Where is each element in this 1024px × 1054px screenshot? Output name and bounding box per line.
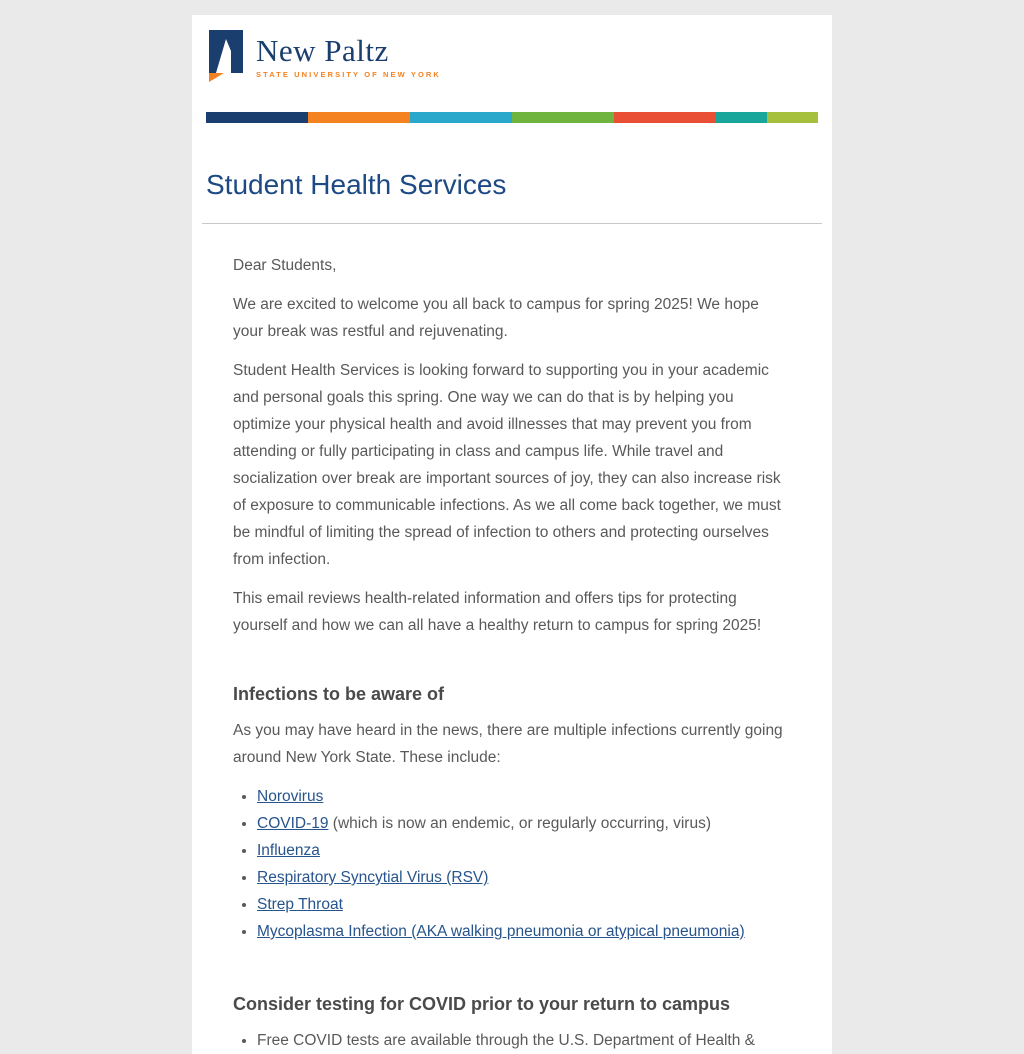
new-paltz-logo-icon[interactable]	[206, 30, 246, 82]
list-item	[257, 837, 791, 864]
stripe-segment	[410, 112, 512, 123]
greeting: Dear Students,	[233, 257, 337, 274]
brand-tagline: STATE UNIVERSITY OF NEW YORK	[256, 69, 441, 79]
stripe-segment	[512, 112, 614, 123]
logo-wordmark	[256, 34, 441, 79]
list-item	[257, 891, 791, 918]
influenza-link[interactable]: Influenza	[257, 842, 320, 859]
testing-list	[233, 1027, 791, 1054]
testing-heading: Consider testing for COVID prior to your return to campus	[233, 994, 731, 1014]
stripe-segment	[308, 112, 410, 123]
brand-stripe	[206, 112, 818, 123]
email-card	[192, 15, 832, 1054]
page-title: Student Health Services	[206, 169, 507, 200]
stripe-segment	[614, 112, 716, 123]
infections-intro: As you may have heard in the news, there are multiple infections currently going around New York State. These include:	[233, 722, 783, 766]
list-item	[257, 1027, 791, 1054]
header	[206, 30, 818, 82]
norovirus-link[interactable]: Norovirus	[257, 788, 324, 805]
list-item	[257, 810, 791, 837]
list-item	[257, 783, 791, 810]
brand-name: New Paltz	[256, 32, 389, 68]
rsv-link[interactable]: Respiratory Syncytial Virus (RSV)	[257, 869, 489, 886]
list-item-suffix: (which is now an endemic, or regularly occurring, virus)	[328, 815, 711, 832]
covid19-link[interactable]: COVID-19	[257, 815, 329, 832]
stripe-segment	[716, 112, 767, 123]
infections-heading: Infections to be aware of	[233, 684, 445, 704]
testing-item-text: Free COVID tests are available through the U.S. Department of Health &	[257, 1032, 755, 1049]
list-item	[257, 864, 791, 891]
email-body	[206, 224, 818, 1054]
mycoplasma-link[interactable]: Mycoplasma Infection (AKA walking pneumonia or atypical pneumonia)	[257, 923, 745, 940]
paragraph-overview: Student Health Services is looking forward to supporting you in your academic and personal goals this spring. One way we can do that is by helping you optimize your physical health and avoid illnesses that may prevent you from attending or fully participating in class and campus life. While travel and socialization over break are important sources of joy, they can also increase risk of exposure to communicable infections. As we all come back together, we must be mindful of limiting the spread of infection to others and protecting ourselves from infection.	[233, 362, 781, 568]
paragraph-welcome: We are excited to welcome you all back to campus for spring 2025! We hope your break was restful and rejuvenating.	[233, 296, 759, 340]
list-item	[257, 918, 791, 945]
strep-throat-link[interactable]: Strep Throat	[257, 896, 343, 913]
paragraph-purpose: This email reviews health-related information and offers tips for protecting yourself and how we can all have a healthy return to campus for spring 2025!	[233, 590, 762, 634]
stripe-segment	[206, 112, 308, 123]
stripe-segment	[767, 112, 818, 123]
infections-list	[233, 783, 791, 945]
